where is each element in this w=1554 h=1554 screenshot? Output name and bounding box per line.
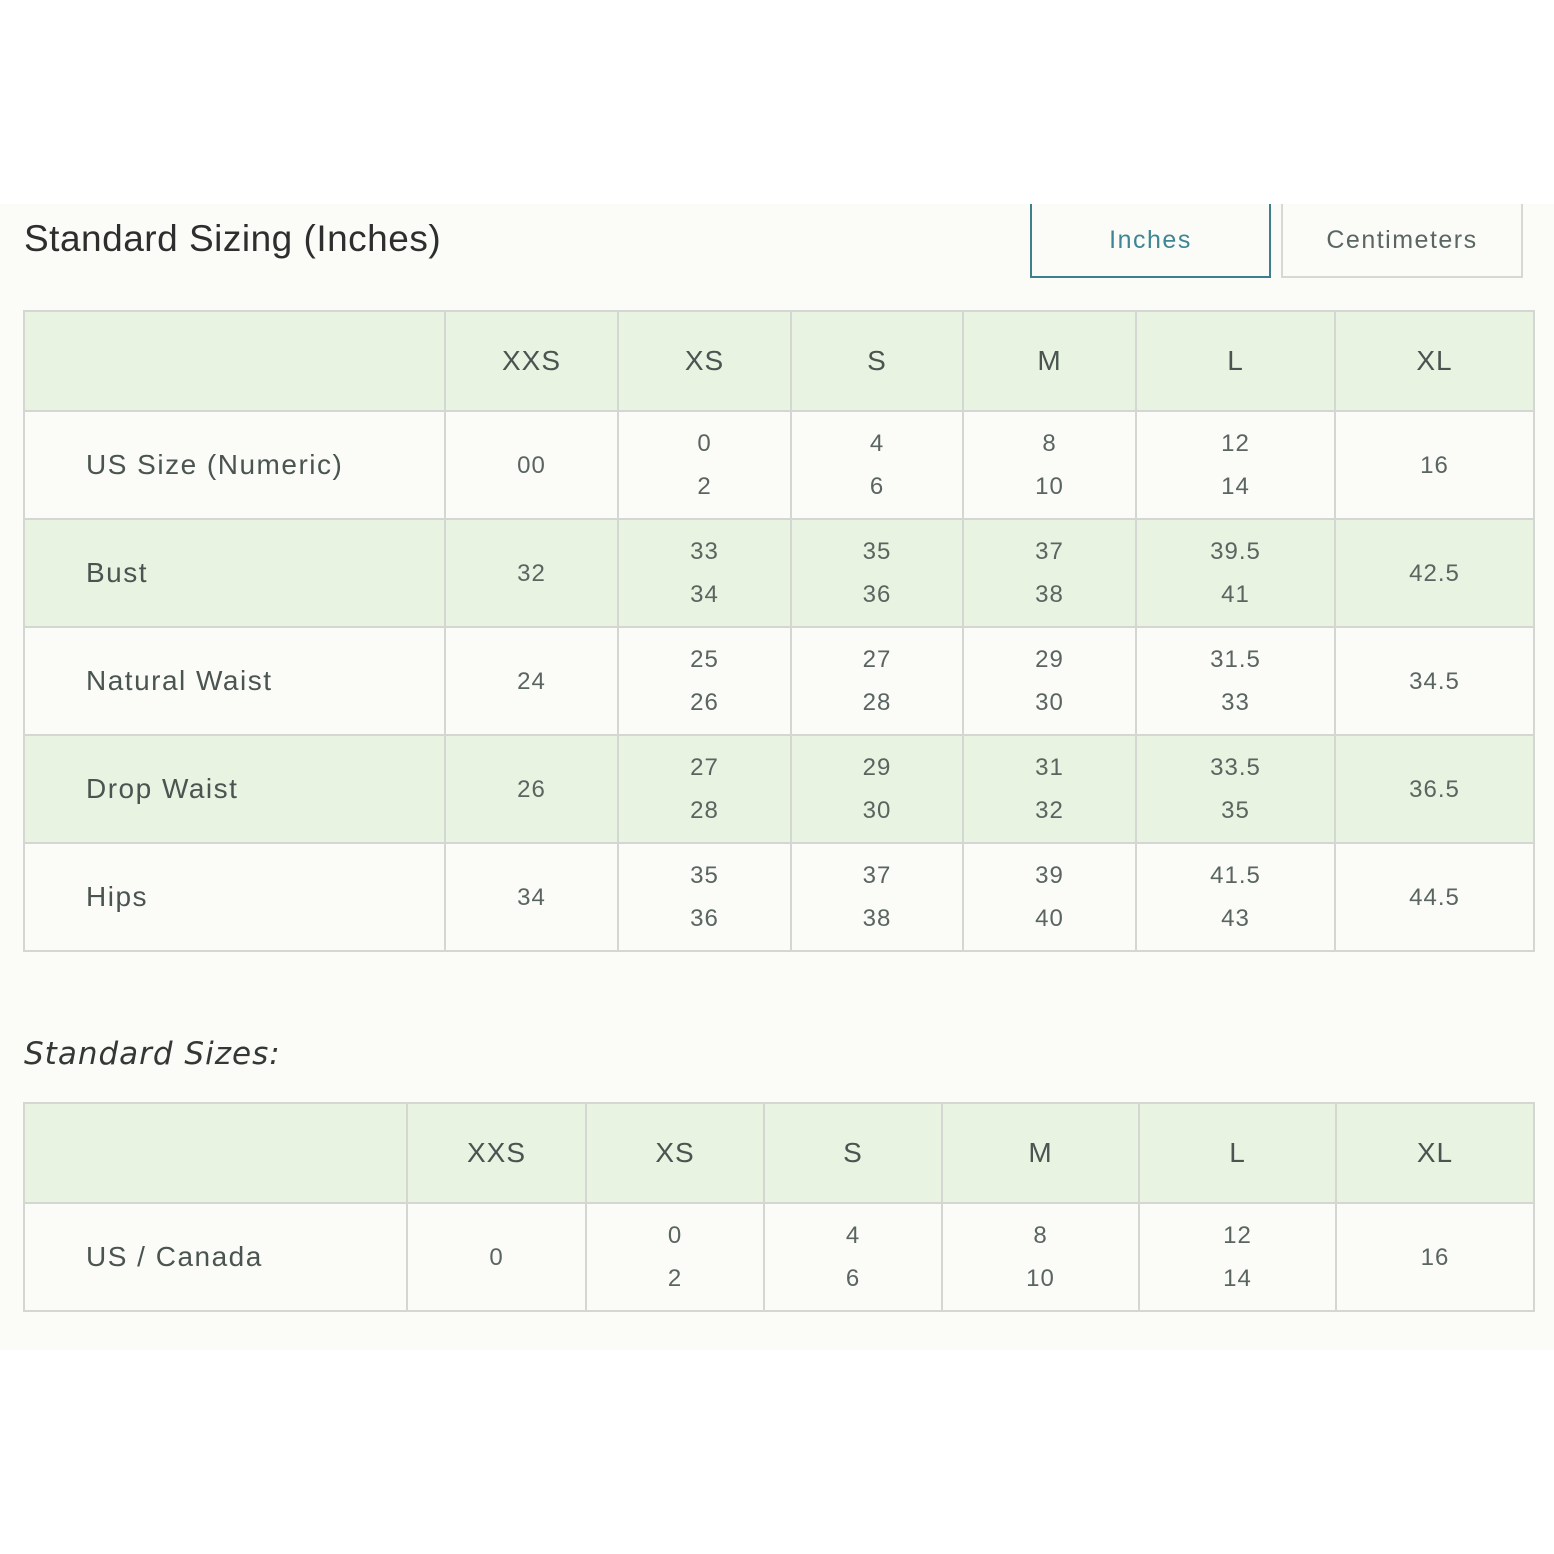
cell-value: 8	[1042, 430, 1057, 457]
table-cell	[618, 735, 791, 843]
cell-value: 32	[1035, 797, 1064, 824]
cell-value: 39.5	[1210, 538, 1261, 565]
cell-value: 10	[1035, 473, 1064, 500]
table-cell	[791, 519, 963, 627]
cell-value: 34.5	[1409, 667, 1460, 695]
cell-value: 36	[862, 581, 892, 608]
table-cell	[445, 735, 618, 843]
unit-toggle-inches[interactable]	[1030, 204, 1271, 278]
table-cell	[791, 843, 963, 951]
cell-value: 35	[862, 538, 892, 565]
cell-value: 34	[517, 883, 546, 911]
cell-value: 28	[690, 797, 719, 824]
column-header: XL	[1336, 1103, 1534, 1203]
cell-value: 4	[869, 430, 885, 457]
cell-value: 10	[1026, 1265, 1055, 1292]
table-cell	[445, 519, 618, 627]
cell-value: 32	[517, 559, 546, 587]
cell-value: 41.5	[1210, 862, 1261, 889]
table-cell	[618, 411, 791, 519]
cell-value: 36.5	[1409, 775, 1460, 803]
cell-value: 28	[862, 689, 892, 716]
table-header-row	[24, 311, 1534, 411]
table-cell	[963, 519, 1136, 627]
table-cell	[1139, 1203, 1336, 1311]
table-cell	[1136, 843, 1335, 951]
cell-value: 33	[1221, 689, 1250, 716]
table-cell	[942, 1203, 1139, 1311]
cell-value: 24	[517, 667, 546, 695]
cell-value: 35	[1221, 797, 1250, 824]
table-cell	[1335, 627, 1534, 735]
row-label: Natural Waist	[24, 627, 445, 735]
table-cell	[445, 411, 618, 519]
table-row	[24, 411, 1534, 519]
cell-value: 39	[1035, 862, 1064, 889]
cell-value: 35	[690, 862, 719, 889]
cell-value: 0	[697, 430, 712, 457]
column-header: XXS	[407, 1103, 586, 1203]
row-label: Drop Waist	[24, 735, 445, 843]
table-cell	[1136, 735, 1335, 843]
cell-value: 27	[690, 754, 719, 781]
cell-value: 14	[1223, 1265, 1252, 1292]
column-header: L	[1136, 311, 1335, 411]
cell-value: 30	[862, 797, 892, 824]
cell-value: 43	[1221, 905, 1250, 932]
unit-toggle-centimeters-label: Centimeters	[1326, 225, 1478, 254]
cell-value: 6	[845, 1265, 861, 1292]
table-row	[24, 735, 1534, 843]
table-cell	[1335, 735, 1534, 843]
column-header: XS	[618, 311, 791, 411]
row-label: US / Canada	[24, 1203, 407, 1311]
table-cell	[1335, 411, 1534, 519]
table-cell	[1136, 627, 1335, 735]
column-header: M	[963, 311, 1136, 411]
table-row	[24, 843, 1534, 951]
unit-toggle-inches-label: Inches	[1109, 225, 1192, 254]
cell-value: 30	[1035, 689, 1064, 716]
table-cell	[1136, 411, 1335, 519]
table-cell	[407, 1203, 586, 1311]
row-label: Bust	[24, 519, 445, 627]
cell-value: 38	[862, 905, 892, 932]
cell-value: 37	[1035, 538, 1064, 565]
table-cell	[791, 735, 963, 843]
table-cell	[963, 735, 1136, 843]
cell-value: 14	[1221, 473, 1250, 500]
table-cell	[791, 627, 963, 735]
cell-value: 2	[667, 1265, 683, 1292]
cell-value: 31.5	[1210, 646, 1261, 673]
cell-value: 4	[845, 1222, 861, 1249]
cell-value: 38	[1035, 581, 1064, 608]
page-title: Standard Sizing (Inches)	[24, 218, 442, 259]
column-header: XL	[1335, 311, 1534, 411]
cell-value: 36	[690, 905, 719, 932]
table-header-row	[24, 1103, 1534, 1203]
cell-value: 00	[517, 451, 546, 479]
cell-value: 26	[517, 775, 546, 803]
cell-value: 26	[690, 689, 719, 716]
cell-value: 6	[869, 473, 885, 500]
cell-value: 42.5	[1409, 559, 1460, 587]
table-cell	[1335, 519, 1534, 627]
unit-toggle-centimeters[interactable]	[1281, 204, 1523, 278]
cell-value: 41	[1221, 581, 1250, 608]
table-cell	[1336, 1203, 1534, 1311]
row-label: US Size (Numeric)	[24, 411, 445, 519]
cell-value: 8	[1033, 1222, 1048, 1249]
cell-value: 16	[1420, 451, 1449, 479]
cell-value: 25	[690, 646, 719, 673]
header-corner-cell	[24, 311, 445, 411]
table-cell	[963, 411, 1136, 519]
cell-value: 33	[690, 538, 719, 565]
standard-sizes-subtitle: Standard Sizes:	[24, 1036, 281, 1072]
cell-value: 0	[667, 1222, 683, 1249]
cell-value: 29	[862, 754, 892, 781]
table-cell	[618, 519, 791, 627]
table-row	[24, 519, 1534, 627]
row-label: Hips	[24, 843, 445, 951]
measurements-table	[23, 310, 1535, 952]
table-cell	[1136, 519, 1335, 627]
column-header: XXS	[445, 311, 618, 411]
table-cell	[445, 843, 618, 951]
table-cell	[791, 411, 963, 519]
cell-value: 31	[1035, 754, 1064, 781]
table-cell	[963, 627, 1136, 735]
table-cell	[764, 1203, 942, 1311]
standard-sizes-table	[23, 1102, 1535, 1312]
table-row	[24, 627, 1534, 735]
table-row	[24, 1203, 1534, 1311]
table-cell	[963, 843, 1136, 951]
column-header: S	[791, 311, 963, 411]
header-corner-cell	[24, 1103, 407, 1203]
cell-value: 0	[489, 1243, 504, 1271]
cell-value: 27	[862, 646, 892, 673]
cell-value: 29	[1035, 646, 1064, 673]
cell-value: 40	[1035, 905, 1064, 932]
table-cell	[586, 1203, 764, 1311]
table-cell	[618, 627, 791, 735]
table-cell	[618, 843, 791, 951]
table-cell	[445, 627, 618, 735]
cell-value: 2	[697, 473, 712, 500]
column-header: M	[942, 1103, 1139, 1203]
column-header: L	[1139, 1103, 1336, 1203]
cell-value: 12	[1223, 1222, 1252, 1249]
table-cell	[1335, 843, 1534, 951]
column-header: XS	[586, 1103, 764, 1203]
cell-value: 12	[1221, 430, 1250, 457]
cell-value: 33.5	[1210, 754, 1261, 781]
column-header: S	[764, 1103, 942, 1203]
cell-value: 16	[1420, 1243, 1450, 1271]
cell-value: 34	[690, 581, 719, 608]
cell-value: 37	[862, 862, 892, 889]
cell-value: 44.5	[1409, 883, 1460, 911]
